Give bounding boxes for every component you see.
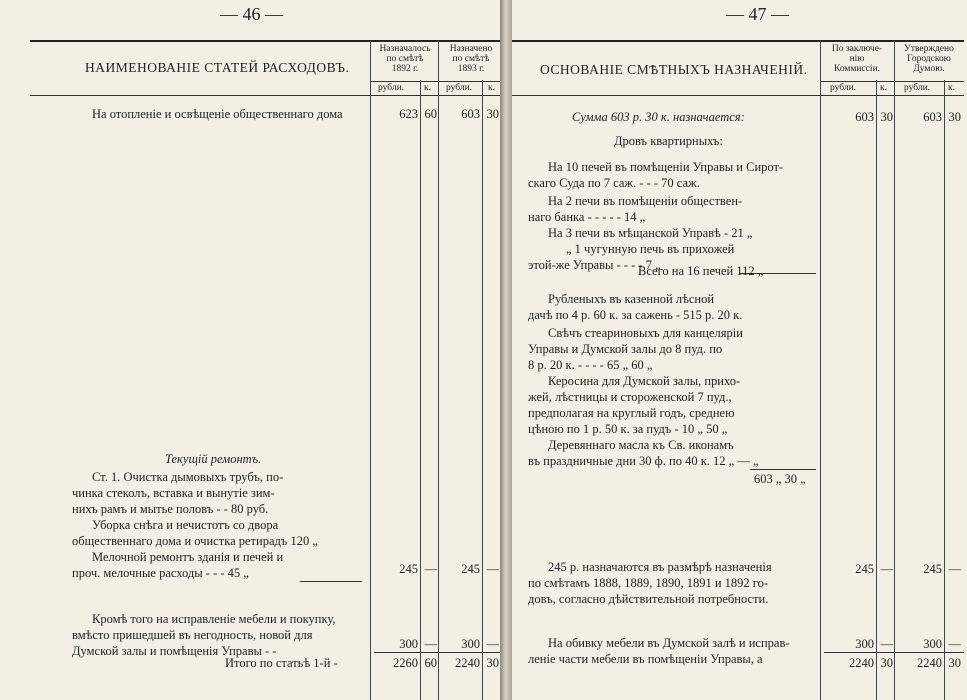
rubli-label: рубли. xyxy=(904,83,931,93)
total-rule xyxy=(824,652,964,653)
amount-kop: 30 xyxy=(486,107,499,121)
total-rule xyxy=(374,652,500,653)
amount-rub: 300 xyxy=(399,637,418,651)
amount-kop: — xyxy=(880,562,893,576)
text-line: вмѣсто пришедшей въ негодность, новой для xyxy=(72,628,313,642)
total-kop: 30 xyxy=(948,656,961,670)
header-top-rule xyxy=(30,40,502,42)
amount-rub: 300 xyxy=(923,637,942,651)
amount-rub: 300 xyxy=(461,637,480,651)
text-line: нихъ рамъ и мытье половъ - - 80 руб. xyxy=(72,502,269,516)
amount-kop: 60 xyxy=(424,107,437,121)
amount-kop: 30 xyxy=(948,110,961,124)
total-rub: 2240 xyxy=(849,656,874,670)
column-divider xyxy=(482,80,483,700)
text-line: Уборка снѣга и нечистотъ со двора xyxy=(92,518,279,532)
text-line: Кромѣ того на исправленіе мебели и покупку, xyxy=(92,612,336,626)
amount-rub: 603 xyxy=(855,110,874,124)
section-title-current-repair: Текущій ремонтъ. xyxy=(165,452,262,466)
amount-kop: — xyxy=(948,562,961,576)
text-line: Управы и Думской залы до 8 пуд. по xyxy=(528,342,723,356)
amount-kop: — xyxy=(424,637,437,651)
column-divider xyxy=(820,40,821,700)
total-kop: 30 xyxy=(880,656,893,670)
amount-rub: 245 xyxy=(399,562,418,576)
amount-rub: 245 xyxy=(855,562,874,576)
text-line: На 3 печи въ мѣщанской Управѣ - 21 „ xyxy=(548,226,753,240)
text-line: проч. мелочные расходы - - - 45 „ xyxy=(72,566,249,580)
sum-line: Сумма 603 р. 30 к. назначается: xyxy=(572,110,745,124)
kop-label: к. xyxy=(880,83,887,93)
text-line: наго банка - - - - - 14 „ xyxy=(528,210,646,224)
text-line: довъ, согласно дѣйствительной потребности. xyxy=(528,592,769,606)
rubli-label: рубли. xyxy=(830,83,857,93)
column-title-basis: ОСНОВАНІЕ СМѢТНЫХЪ НАЗНАЧЕНІЙ. xyxy=(540,62,808,77)
total-rub: 2240 xyxy=(917,656,942,670)
amount-rub: 245 xyxy=(461,562,480,576)
column-divider xyxy=(438,40,439,700)
row-heating-lighting: На отопленіе и освѣщеніе общественнаго дома xyxy=(92,107,343,121)
amount-kop: 30 xyxy=(880,110,893,124)
column-title-expenses: НАИМЕНОВАНІЕ СТАТЕЙ РАСХОДОВЪ. xyxy=(85,60,350,75)
text-line: 245 р. назначаются въ размѣрѣ назначенія xyxy=(548,560,772,574)
amount-kop: — xyxy=(486,562,499,576)
text-line: цѣною по 1 р. 50 к. за пудъ - 10 „ 50 „ xyxy=(528,422,728,436)
text-line: На обивку мебели въ Думской залѣ и исправ- xyxy=(548,636,790,650)
text-line: чинка стеколъ, вставка и вынутіе зим- xyxy=(72,486,275,500)
text-line: Свѣчъ стеариновыхъ для канцеляріи xyxy=(548,326,743,340)
total-kop: 30 xyxy=(486,656,499,670)
text-line: Керосина для Думской залы, прихо- xyxy=(548,374,741,388)
column-divider xyxy=(420,80,421,700)
amount-kop: — xyxy=(948,637,961,651)
text-line: Рубленыхъ въ казенной лѣсной xyxy=(548,292,715,306)
text-line: леніе части мебели въ помѣщеніи Управы, а xyxy=(528,652,763,666)
rubli-label: рубли. xyxy=(378,83,405,93)
text-line: „ 1 чугунную печь въ прихожей xyxy=(566,242,735,256)
header-bottom-rule xyxy=(512,95,964,96)
column-header-1892: Назначалось по смѣтѣ 1892 г. xyxy=(379,44,431,74)
firewood-title: Дровъ квартирныхъ: xyxy=(614,134,723,148)
column-header-commission: По заключе- нію Коммиссіи. xyxy=(831,44,883,74)
text-line: общественнаго дома и очистка ретирадъ 120 „ xyxy=(72,534,318,548)
text-line: предполагая на круглый годъ, среднею xyxy=(528,406,735,420)
total-kop: 60 xyxy=(424,656,437,670)
column-divider xyxy=(894,40,895,700)
header-mid-rule xyxy=(820,81,964,82)
total-label: Итого по статьѣ 1-й - xyxy=(225,656,338,670)
kop-label: к. xyxy=(424,83,431,93)
page-number-47: — 47 — xyxy=(726,4,789,24)
total-rub: 2240 xyxy=(455,656,480,670)
text-line: 8 р. 20 к. - - - - 65 „ 60 „ xyxy=(528,358,653,372)
amount-rub: 603 xyxy=(923,110,942,124)
amount-kop: — xyxy=(880,637,893,651)
kop-label: к. xyxy=(488,83,495,93)
text-line: скаго Суда по 7 саж. - - - 70 саж. xyxy=(528,176,700,190)
sum-rule xyxy=(750,469,816,470)
sum-rule xyxy=(300,581,362,582)
column-divider xyxy=(876,80,877,700)
amount-rub: 623 xyxy=(399,107,418,121)
header-top-rule xyxy=(512,40,964,42)
text-line: 603 „ 30 „ xyxy=(754,472,806,486)
rubli-label: рубли. xyxy=(446,83,473,93)
text-line: Ст. 1. Очистка дымовыхъ трубъ, по- xyxy=(92,470,284,484)
total-rub: 2260 xyxy=(393,656,418,670)
column-divider xyxy=(370,40,371,700)
text-line: жей, лѣстницы и стороженской 7 пуд., xyxy=(528,390,732,404)
text-line: Думской залы и помѣщенія Управы - - xyxy=(72,644,277,658)
column-divider xyxy=(944,80,945,700)
text-line: Мелочной ремонтъ зданія и печей и xyxy=(92,550,284,564)
amount-kop: — xyxy=(424,562,437,576)
page-number-46: — 46 — xyxy=(220,4,283,24)
text-line: На 10 печей въ помѣщеніи Управы и Сирот- xyxy=(548,160,784,174)
text-line: этой-же Управы - - - - 7 „ xyxy=(528,258,661,272)
header-bottom-rule xyxy=(30,95,502,96)
text-line: въ праздничные дни 30 ф. по 40 к. 12 „ — „ xyxy=(528,454,759,468)
text-line: дачѣ по 4 р. 60 к. за сажень - 515 р. 20 к. xyxy=(528,308,743,322)
right-page xyxy=(512,0,967,700)
text-line: На 2 печи въ помѣщеніи обществен- xyxy=(548,194,743,208)
column-header-duma: Утверждено Городскою Думою. xyxy=(904,44,954,74)
text-line: Всего на 16 печей 112 „ xyxy=(638,264,764,278)
amount-rub: 603 xyxy=(461,107,480,121)
column-header-1893: Назначено по смѣтѣ 1893 г. xyxy=(449,44,493,74)
text-line: Деревяннаго масла къ Св. иконамъ xyxy=(548,438,734,452)
amount-rub: 300 xyxy=(855,637,874,651)
amount-rub: 245 xyxy=(923,562,942,576)
amount-kop: — xyxy=(486,637,499,651)
kop-label: к. xyxy=(948,83,955,93)
text-line: по смѣтамъ 1888, 1889, 1890, 1891 и 1892 го- xyxy=(528,576,769,590)
